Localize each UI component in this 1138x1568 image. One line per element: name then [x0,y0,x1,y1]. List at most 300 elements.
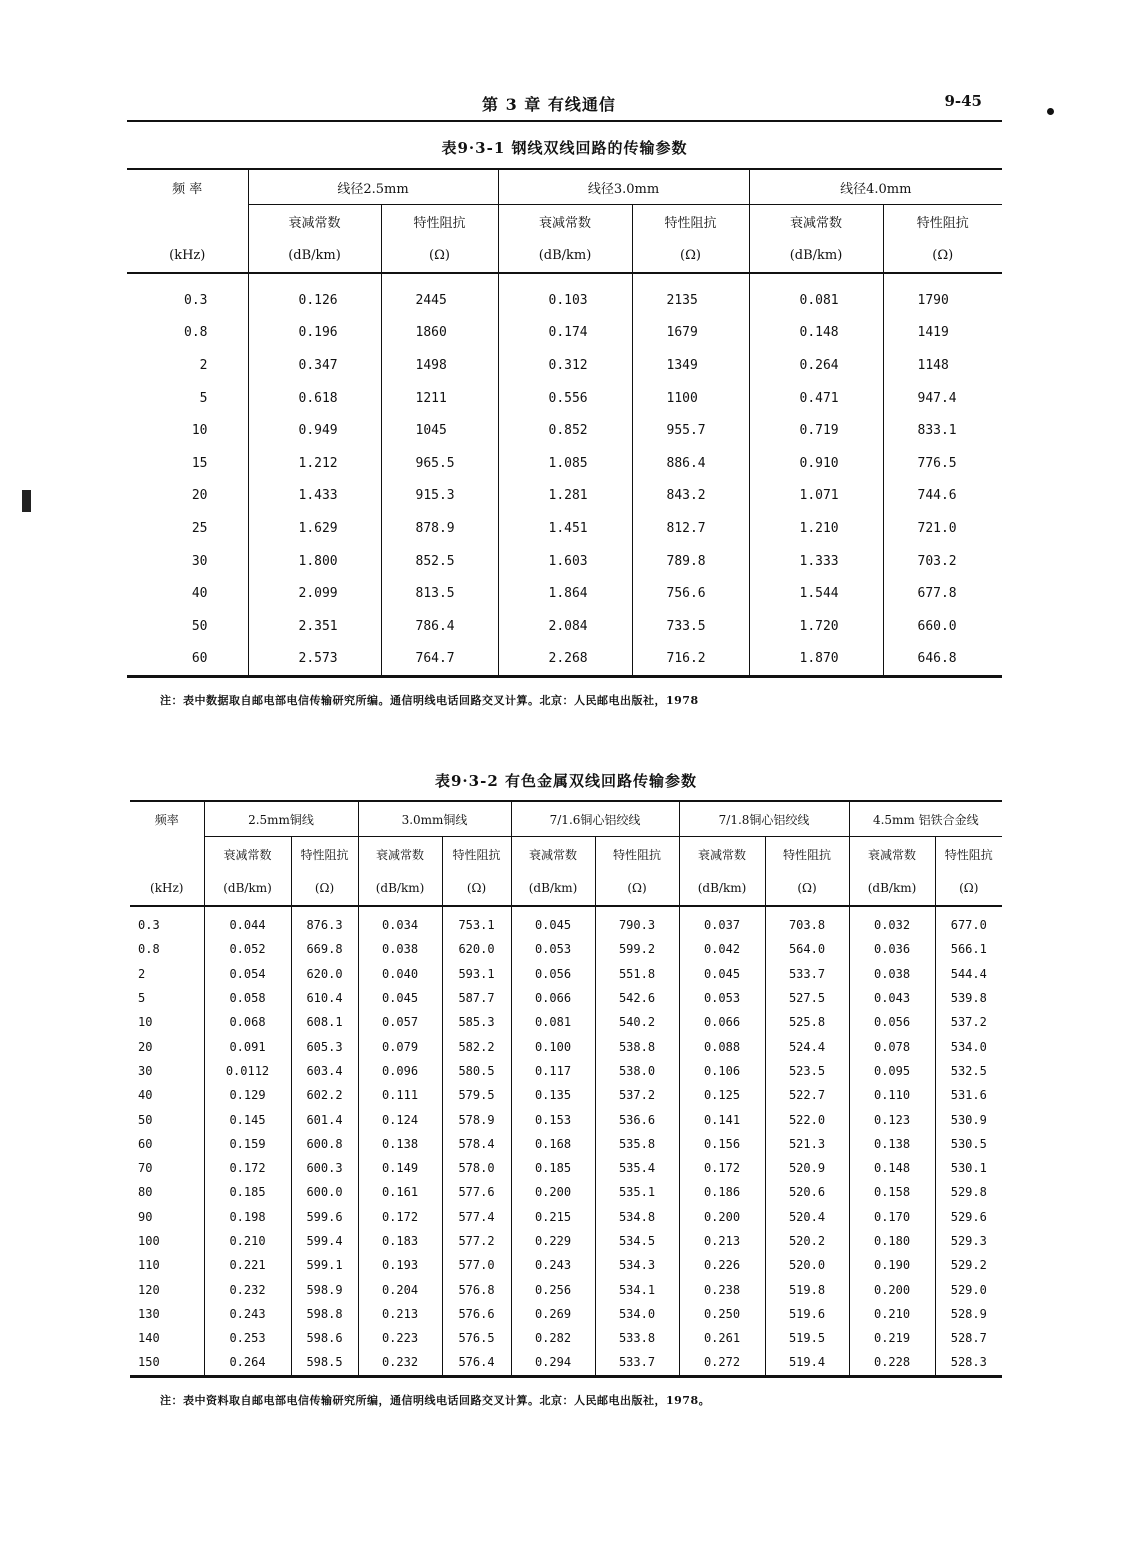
impedance-cell: 2445 [381,284,498,317]
impedance-cell: 660.0 [883,610,1002,643]
frequency-cell: 0.3 [184,292,208,308]
impedance-cell: 551.8 [595,962,679,986]
table1-unit: (dB/km) [498,238,632,273]
attenuation-cell: 0.044 [204,906,291,937]
attenuation-cell: 0.106 [679,1059,765,1083]
table2-unit: (Ω) [765,871,849,906]
table1-unit: (dB/km) [248,238,381,273]
table-row [130,1326,1002,1350]
attenuation-cell: 0.057 [358,1010,442,1034]
table1-freq-unit: (kHz) [127,238,248,273]
attenuation-cell: 0.161 [358,1180,442,1204]
table2-freq-unit: (kHz) [130,871,204,906]
impedance-cell: 534.1 [595,1277,679,1301]
attenuation-cell: 0.168 [511,1132,595,1156]
frequency-cell: 30 [138,1063,153,1078]
frequency-cell: 20 [138,1039,153,1054]
impedance-cell: 1211 [381,382,498,415]
attenuation-cell: 0.910 [749,447,883,480]
impedance-cell: 532.5 [935,1059,1002,1083]
impedance-cell: 603.4 [291,1059,358,1083]
impedance-cell: 1349 [632,349,749,382]
attenuation-cell: 0.042 [679,937,765,961]
impedance-cell: 576.5 [442,1326,511,1350]
table-row [130,1205,1002,1229]
impedance-cell: 599.6 [291,1205,358,1229]
attenuation-cell: 0.294 [511,1350,595,1376]
impedance-cell: 1498 [381,349,498,382]
attenuation-cell: 0.172 [679,1156,765,1180]
impedance-cell: 534.8 [595,1205,679,1229]
frequency-cell: 50 [191,618,208,634]
table-row [130,1059,1002,1083]
table1-impedance-header: 特性阻抗 [632,205,749,239]
impedance-cell: 947.4 [883,382,1002,415]
attenuation-cell: 0.213 [679,1229,765,1253]
table1-group-header: 线径3.0mm [498,169,749,205]
table-row [127,414,1002,447]
attenuation-cell: 0.038 [849,962,935,986]
attenuation-cell: 0.190 [849,1253,935,1277]
table2-group-header: 4.5mm 铝铁合金线 [849,801,1002,837]
impedance-cell: 599.2 [595,937,679,961]
impedance-cell: 531.6 [935,1083,1002,1107]
frequency-cell: 10 [138,1015,153,1030]
impedance-cell: 915.3 [381,480,498,513]
impedance-cell: 522.7 [765,1083,849,1107]
attenuation-cell: 0.949 [248,414,381,447]
attenuation-cell: 0.034 [358,906,442,937]
table2-attenuation-header: 衰减常数 [358,837,442,872]
attenuation-cell: 0.250 [679,1302,765,1326]
impedance-cell: 544.4 [935,962,1002,986]
attenuation-cell: 1.071 [749,480,883,513]
frequency-cell: 100 [138,1234,160,1248]
attenuation-cell: 0.159 [204,1132,291,1156]
attenuation-cell: 2.351 [248,610,381,643]
attenuation-cell: 0.081 [749,284,883,317]
attenuation-cell: 1.720 [749,610,883,643]
table-row [130,1277,1002,1301]
attenuation-cell: 0.068 [204,1010,291,1034]
attenuation-cell: 0.095 [849,1059,935,1083]
attenuation-cell: 0.210 [849,1302,935,1326]
attenuation-cell: 0.204 [358,1277,442,1301]
frequency-cell: 5 [138,991,146,1006]
impedance-cell: 533.8 [595,1326,679,1350]
impedance-cell: 620.0 [442,937,511,961]
impedance-cell: 535.8 [595,1132,679,1156]
table1-group-header: 线径4.0mm [749,169,1002,205]
attenuation-cell: 0.056 [849,1010,935,1034]
attenuation-cell: 0.148 [749,317,883,350]
attenuation-cell: 1.544 [749,577,883,610]
impedance-cell: 520.0 [765,1253,849,1277]
frequency-cell: 25 [191,520,208,536]
impedance-cell: 598.6 [291,1326,358,1350]
table-row [130,1107,1002,1131]
table2-note: 注：表中资料取自邮电部电信传输研究所编，通信明线电话回路交叉计算。北京：人民邮电出版社，1978。 [160,1394,711,1407]
attenuation-cell: 1.433 [248,480,381,513]
attenuation-cell: 0.210 [204,1229,291,1253]
attenuation-cell: 0.110 [849,1083,935,1107]
impedance-cell: 534.0 [935,1034,1002,1058]
attenuation-cell: 0.172 [204,1156,291,1180]
impedance-cell: 534.3 [595,1253,679,1277]
impedance-cell: 878.9 [381,512,498,545]
table2-unit: (Ω) [291,871,358,906]
attenuation-cell: 0.269 [511,1302,595,1326]
table2-caption: 表9·3-2 有色金属双线回路传输参数 [435,772,697,790]
attenuation-cell: 0.193 [358,1253,442,1277]
attenuation-cell: 0.243 [511,1253,595,1277]
table-row [130,1034,1002,1058]
impedance-cell: 703.2 [883,545,1002,578]
impedance-cell: 744.6 [883,480,1002,513]
frequency-cell: 2 [138,966,146,981]
frequency-cell: 90 [138,1209,153,1224]
impedance-cell: 578.9 [442,1107,511,1131]
table2-impedance-header: 特性阻抗 [291,837,358,872]
impedance-cell: 600.3 [291,1156,358,1180]
impedance-cell: 536.6 [595,1107,679,1131]
table1-attenuation-header: 衰减常数 [749,205,883,239]
attenuation-cell: 0.238 [679,1277,765,1301]
impedance-cell: 753.1 [442,906,511,937]
impedance-cell: 524.4 [765,1034,849,1058]
frequency-cell: 110 [138,1258,160,1273]
impedance-cell: 521.3 [765,1132,849,1156]
frequency-cell: 30 [191,553,208,569]
attenuation-cell: 0.180 [849,1229,935,1253]
attenuation-cell: 0.215 [511,1205,595,1229]
attenuation-cell: 0.221 [204,1253,291,1277]
impedance-cell: 1148 [883,349,1002,382]
attenuation-cell: 0.228 [849,1350,935,1376]
impedance-cell: 520.9 [765,1156,849,1180]
frequency-cell: 130 [138,1306,160,1321]
attenuation-cell: 0.226 [679,1253,765,1277]
impedance-cell: 852.5 [381,545,498,578]
attenuation-cell: 0.347 [248,349,381,382]
impedance-cell: 703.8 [765,906,849,937]
table1-attenuation-header: 衰减常数 [498,205,632,239]
attenuation-cell: 0.091 [204,1034,291,1058]
attenuation-cell: 0.172 [358,1205,442,1229]
attenuation-cell: 1.212 [248,447,381,480]
table-row [127,349,1002,382]
impedance-cell: 833.1 [883,414,1002,447]
impedance-cell: 534.0 [595,1302,679,1326]
impedance-cell: 520.4 [765,1205,849,1229]
attenuation-cell: 0.158 [849,1180,935,1204]
table-row [127,382,1002,415]
frequency-cell: 150 [138,1355,160,1370]
attenuation-cell: 0.198 [204,1205,291,1229]
frequency-cell: 70 [138,1161,153,1176]
attenuation-cell: 0.037 [679,906,765,937]
impedance-cell: 519.8 [765,1277,849,1301]
attenuation-cell: 0.264 [204,1350,291,1376]
frequency-cell: 40 [191,586,208,602]
impedance-cell: 529.2 [935,1253,1002,1277]
table2-attenuation-header: 衰减常数 [849,837,935,872]
impedance-cell: 533.7 [765,962,849,986]
impedance-cell: 600.8 [291,1132,358,1156]
impedance-cell: 520.2 [765,1229,849,1253]
attenuation-cell: 0.066 [511,986,595,1010]
table2-unit: (Ω) [442,871,511,906]
attenuation-cell: 0.045 [358,986,442,1010]
attenuation-cell: 0.261 [679,1326,765,1350]
table-row [130,1132,1002,1156]
frequency-cell: 20 [191,488,208,504]
impedance-cell: 535.4 [595,1156,679,1180]
impedance-cell: 598.8 [291,1302,358,1326]
impedance-cell: 533.7 [595,1350,679,1376]
impedance-cell: 578.4 [442,1132,511,1156]
attenuation-cell: 0.264 [749,349,883,382]
table2-unit: (dB/km) [679,871,765,906]
attenuation-cell: 0.045 [679,962,765,986]
impedance-cell: 577.0 [442,1253,511,1277]
impedance-cell: 669.8 [291,937,358,961]
attenuation-cell: 0.078 [849,1034,935,1058]
impedance-cell: 733.5 [632,610,749,643]
frequency-cell: 15 [191,455,208,471]
impedance-cell: 1790 [883,284,1002,317]
table2-group-header: 7/1.8铜心铝绞线 [679,801,849,837]
impedance-cell: 530.5 [935,1132,1002,1156]
impedance-cell: 520.6 [765,1180,849,1204]
impedance-cell: 529.8 [935,1180,1002,1204]
table-row [127,512,1002,545]
attenuation-cell: 0.200 [511,1180,595,1204]
attenuation-cell: 0.032 [849,906,935,937]
table2-impedance-header: 特性阻抗 [595,837,679,872]
impedance-cell: 600.0 [291,1180,358,1204]
attenuation-cell: 0.125 [679,1083,765,1107]
impedance-cell: 577.4 [442,1205,511,1229]
impedance-cell: 602.2 [291,1083,358,1107]
table-row [127,545,1002,578]
table2-attenuation-header: 衰减常数 [679,837,765,872]
impedance-cell: 593.1 [442,962,511,986]
attenuation-cell: 0.040 [358,962,442,986]
table1-unit: (dB/km) [749,238,883,273]
attenuation-cell: 0.272 [679,1350,765,1376]
table1-blank [127,205,248,239]
attenuation-cell: 0.126 [248,284,381,317]
attenuation-cell: 1.800 [248,545,381,578]
attenuation-cell: 2.099 [248,577,381,610]
table2-unit: (dB/km) [511,871,595,906]
table1-note: 注：表中数据取自邮电部电信传输研究所编。通信明线电话回路交叉计算。北京：人民邮电出版社，1978 [160,694,699,707]
frequency-cell: 120 [138,1282,160,1297]
impedance-cell: 522.0 [765,1107,849,1131]
table1-unit: (Ω) [632,238,749,273]
impedance-cell: 1419 [883,317,1002,350]
attenuation-cell: 0.471 [749,382,883,415]
frequency-cell: 5 [199,390,208,406]
table1-unit: (Ω) [381,238,498,273]
attenuation-cell: 0.036 [849,937,935,961]
attenuation-cell: 1.603 [498,545,632,578]
table2-unit: (dB/km) [204,871,291,906]
attenuation-cell: 0.170 [849,1205,935,1229]
impedance-cell: 537.2 [595,1083,679,1107]
attenuation-cell: 0.052 [204,937,291,961]
table-row [127,284,1002,317]
impedance-cell: 587.7 [442,986,511,1010]
table2-impedance-header: 特性阻抗 [442,837,511,872]
frequency-cell: 60 [138,1136,153,1151]
attenuation-cell: 0.200 [679,1205,765,1229]
frequency-cell: 60 [191,651,208,667]
attenuation-cell: 0.141 [679,1107,765,1131]
table-row [130,986,1002,1010]
attenuation-cell: 0.053 [679,986,765,1010]
attenuation-cell: 0.200 [849,1277,935,1301]
impedance-cell: 528.3 [935,1350,1002,1376]
impedance-cell: 578.0 [442,1156,511,1180]
impedance-cell: 598.5 [291,1350,358,1376]
attenuation-cell: 0.618 [248,382,381,415]
impedance-cell: 529.6 [935,1205,1002,1229]
attenuation-cell: 0.719 [749,414,883,447]
attenuation-cell: 0.852 [498,414,632,447]
margin-mark [22,490,31,512]
impedance-cell: 529.0 [935,1277,1002,1301]
impedance-cell: 886.4 [632,447,749,480]
table2-attenuation-header: 衰减常数 [204,837,291,872]
impedance-cell: 535.1 [595,1180,679,1204]
impedance-cell: 579.5 [442,1083,511,1107]
attenuation-cell: 0.045 [511,906,595,937]
table2-unit: (Ω) [935,871,1002,906]
table-row [130,1156,1002,1180]
table2-unit: (dB/km) [849,871,935,906]
frequency-cell: 80 [138,1185,153,1200]
table-row [127,317,1002,350]
attenuation-cell: 0.196 [248,317,381,350]
table-row [130,1350,1002,1376]
impedance-cell: 1100 [632,382,749,415]
attenuation-cell: 0.153 [511,1107,595,1131]
table-row [127,610,1002,643]
table-row [130,962,1002,986]
table1-group-header: 线径2.5mm [248,169,498,205]
impedance-cell: 601.4 [291,1107,358,1131]
table2-impedance-header: 特性阻抗 [765,837,849,872]
chapter-title: 第 3 章 有线通信 [482,95,616,114]
attenuation-cell: 0.043 [849,986,935,1010]
table2-blank [130,837,204,872]
attenuation-cell: 0.100 [511,1034,595,1058]
impedance-cell: 540.2 [595,1010,679,1034]
table2-group-header: 3.0mm铜线 [358,801,511,837]
impedance-cell: 523.5 [765,1059,849,1083]
attenuation-cell: 1.333 [749,545,883,578]
attenuation-cell: 0.111 [358,1083,442,1107]
impedance-cell: 1679 [632,317,749,350]
attenuation-cell: 0.185 [511,1156,595,1180]
table-row [130,906,1002,937]
attenuation-cell: 1.085 [498,447,632,480]
attenuation-cell: 1.281 [498,480,632,513]
bullet-mark [1047,108,1054,115]
impedance-cell: 525.8 [765,1010,849,1034]
impedance-cell: 519.5 [765,1326,849,1350]
table1-freq-header: 频 率 [172,181,203,197]
attenuation-cell: 0.174 [498,317,632,350]
table-row [127,643,1002,677]
impedance-cell: 812.7 [632,512,749,545]
attenuation-cell: 0.156 [679,1132,765,1156]
attenuation-cell: 0.066 [679,1010,765,1034]
impedance-cell: 519.6 [765,1302,849,1326]
table-row [130,1229,1002,1253]
impedance-cell: 764.7 [381,643,498,677]
impedance-cell: 677.8 [883,577,1002,610]
table2-group-header: 2.5mm铜线 [204,801,358,837]
attenuation-cell: 1.210 [749,512,883,545]
impedance-cell: 529.3 [935,1229,1002,1253]
attenuation-cell: 0.253 [204,1326,291,1350]
impedance-cell: 716.2 [632,643,749,677]
impedance-cell: 537.2 [935,1010,1002,1034]
impedance-cell: 528.9 [935,1302,1002,1326]
attenuation-cell: 0.145 [204,1107,291,1131]
table1-unit: (Ω) [883,238,1002,273]
attenuation-cell: 0.123 [849,1107,935,1131]
frequency-cell: 0.3 [138,918,160,933]
attenuation-cell: 0.088 [679,1034,765,1058]
impedance-cell: 538.0 [595,1059,679,1083]
page-number: 9-45 [944,92,982,110]
table1-caption: 表9·3-1 钢线双线回路的传输参数 [441,139,688,157]
table-row [130,1010,1002,1034]
table1-impedance-header: 特性阻抗 [883,205,1002,239]
attenuation-cell: 0.138 [358,1132,442,1156]
attenuation-cell: 0.256 [511,1277,595,1301]
attenuation-cell: 0.138 [849,1132,935,1156]
attenuation-cell: 0.129 [204,1083,291,1107]
impedance-cell: 610.4 [291,986,358,1010]
attenuation-cell: 0.243 [204,1302,291,1326]
table2-unit: (Ω) [595,871,679,906]
impedance-cell: 530.1 [935,1156,1002,1180]
attenuation-cell: 2.573 [248,643,381,677]
impedance-cell: 564.0 [765,937,849,961]
impedance-cell: 776.5 [883,447,1002,480]
attenuation-cell: 0.183 [358,1229,442,1253]
table-row [127,480,1002,513]
attenuation-cell: 0.149 [358,1156,442,1180]
impedance-cell: 620.0 [291,962,358,986]
impedance-cell: 1860 [381,317,498,350]
table-row [130,1253,1002,1277]
impedance-cell: 965.5 [381,447,498,480]
impedance-cell: 585.3 [442,1010,511,1034]
attenuation-cell: 0.058 [204,986,291,1010]
attenuation-cell: 0.081 [511,1010,595,1034]
impedance-cell: 605.3 [291,1034,358,1058]
impedance-cell: 876.3 [291,906,358,937]
impedance-cell: 528.7 [935,1326,1002,1350]
impedance-cell: 608.1 [291,1010,358,1034]
impedance-cell: 527.5 [765,986,849,1010]
